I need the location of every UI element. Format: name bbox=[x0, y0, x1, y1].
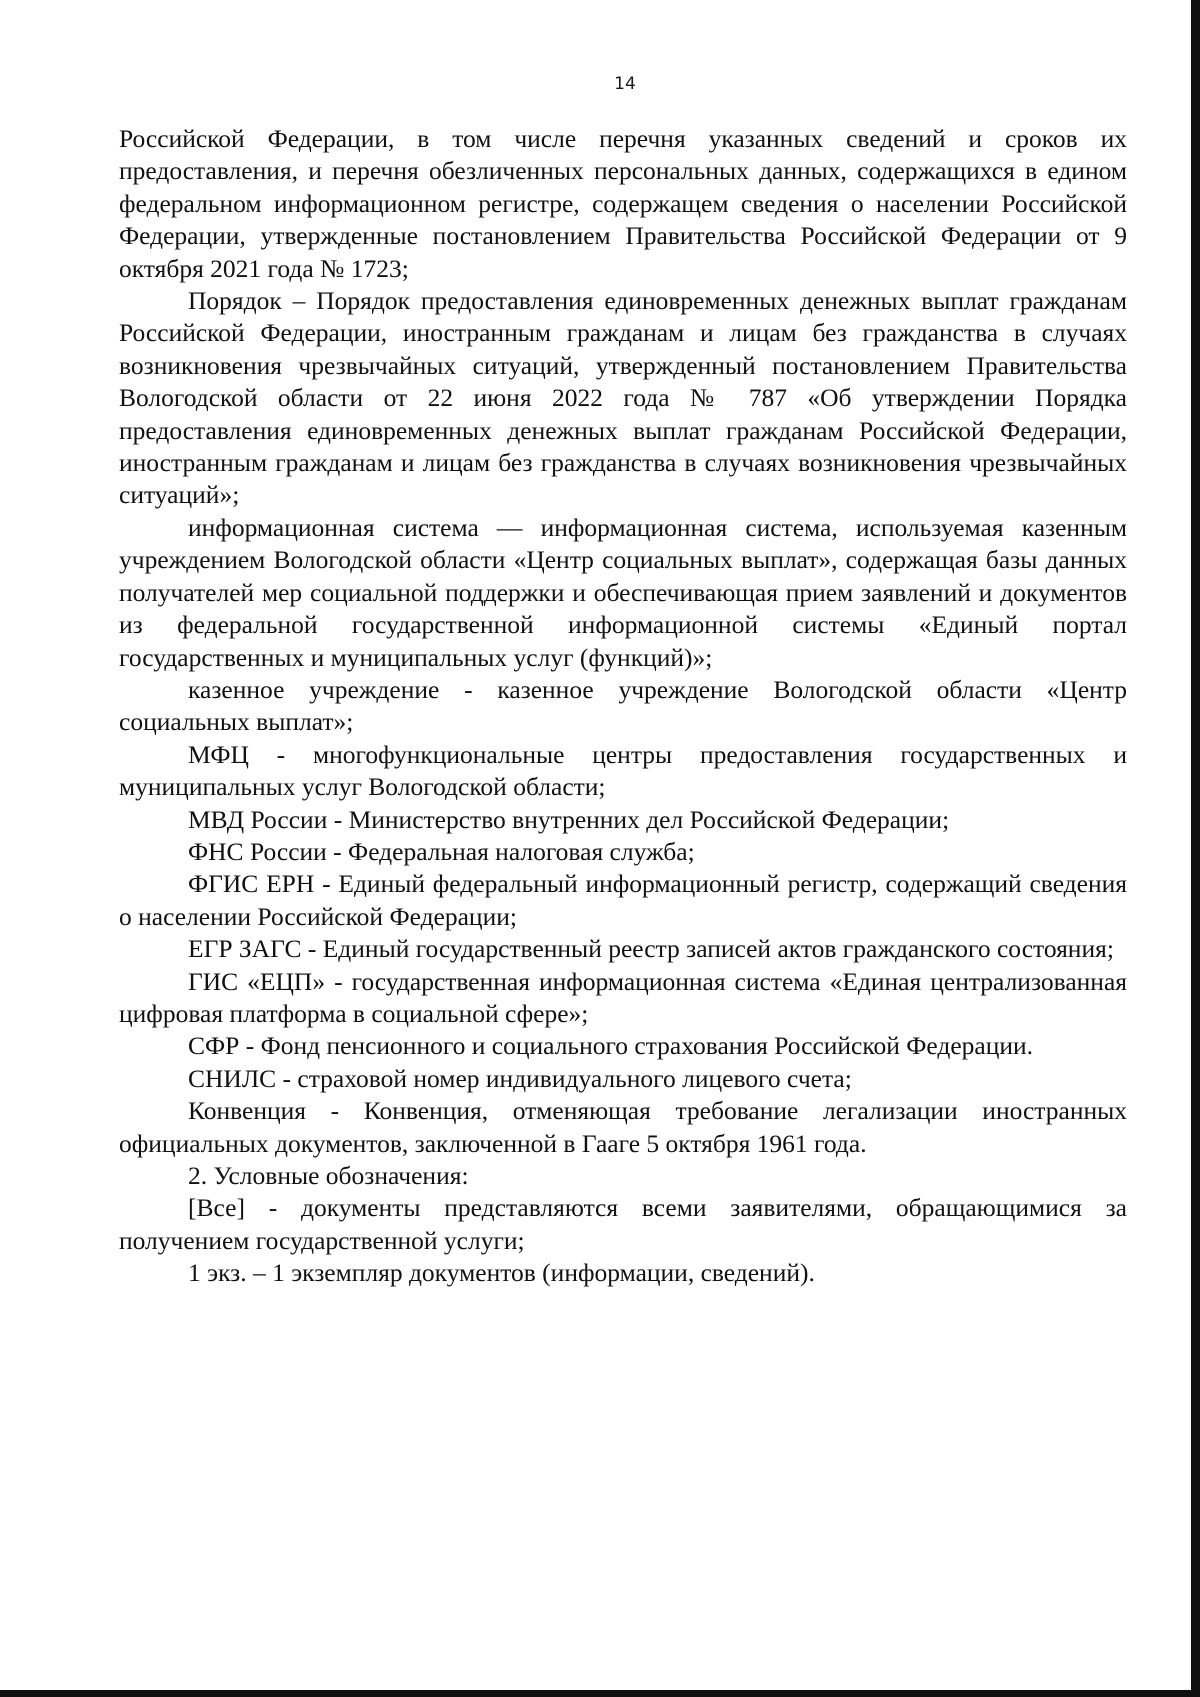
scan-edge-bottom bbox=[0, 1690, 1200, 1697]
paragraph-konvenciya: Конвенция - Конвенция, отменяющая требование легализации иностранных официальных документов, заключенной в Гааге 5 октября 1961 года. bbox=[119, 1096, 1127, 1158]
paragraph-continuation: Российской Федерации, в том числе перечня указанных сведений и сроков их предоставления, и перечня обезличенных персональных данных, содержащихся в едином федеральном информационном регистре, содержащем сведения о населении Российской Федерации, утвержденные постановлением Правительства Российской Федерации от 9 октября 2021 года № 1723; bbox=[119, 124, 1127, 283]
paragraph-egr-zags: ЕГР ЗАГС - Единый государственный реестр записей актов гражданского состояния; bbox=[188, 934, 1114, 964]
paragraph-vse: [Все] - документы представляются всеми заявителями, обращающимися за получением государственной услуги; bbox=[119, 1193, 1127, 1255]
paragraph-fns: ФНС России - Федеральная налоговая служба; bbox=[188, 836, 695, 866]
paragraph-fgis-ern: ФГИС ЕРН - Единый федеральный информационный регистр, содержащий сведения о населении Российской Федерации; bbox=[119, 869, 1127, 931]
scan-edge-right bbox=[1191, 0, 1200, 1697]
paragraph-kazennoe-uchrezhdenie: казенное учреждение - казенное учреждение Вологодской области «Центр социальных выплат»; bbox=[119, 674, 1127, 737]
paragraph-poryadok: Порядок – Порядок предоставления единовременных денежных выплат гражданам Российской Федерации, иностранным гражданам и лицам без гражданства в случаях возникновения чрезвычайных ситуаций, утвержденный постановлением Правительства Вологодской области от 22 июня 2022 года № 787 «Об утверждении Порядка предоставления единовременных денежных выплат гражданам Российской Федерации, иностранным гражданам и лицам без гражданства в случаях возникновения чрезвычайных ситуаций»; bbox=[119, 286, 1127, 510]
paragraph-gis-ecp: ГИС «ЕЦП» - государственная информационная система «Единая централизованная цифровая платформа в социальной сфере»; bbox=[119, 966, 1127, 1028]
paragraph-sfr: СФР - Фонд пенсионного и социального страхования Российской Федерации. bbox=[188, 1031, 1034, 1061]
paragraph-information-system: информационная система — информационная система, используемая казенным учреждением Вологодской области «Центр социальных выплат», содержащая базы данных получателей мер социальной поддержки и обеспечивающая прием заявлений и документов из федеральной государственной информационной системы «Единый портал государственных и муниципальных услуг (функций)»; bbox=[119, 512, 1127, 672]
page-number: 14 bbox=[614, 74, 636, 94]
document-body bbox=[119, 123, 1127, 1290]
paragraph-snils: СНИЛС - страховой номер индивидуального лицевого счета; bbox=[188, 1063, 852, 1093]
paragraph-ekz: 1 экз. – 1 экземпляр документов (информации, сведений). bbox=[188, 1258, 815, 1288]
paragraph-section-heading: 2. Условные обозначения: bbox=[188, 1161, 469, 1190]
paragraph-mvd: МВД России - Министерство внутренних дел Российской Федерации; bbox=[188, 804, 950, 834]
paragraph-mfc: МФЦ - многофункциональные центры предоставления государственных и муниципальных услуг Вологодской области; bbox=[119, 739, 1127, 802]
